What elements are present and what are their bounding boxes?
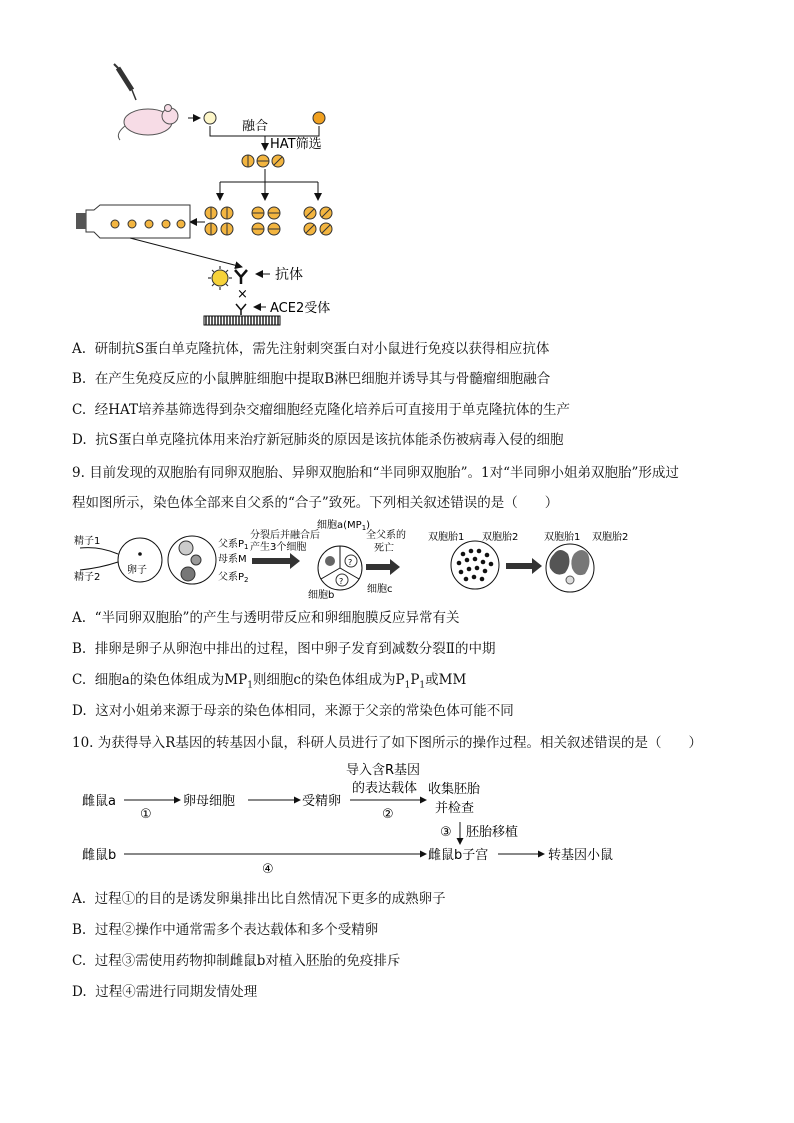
check-label: 并检查 (435, 801, 475, 816)
p2-label: 父系$P_2$ (218, 572, 249, 584)
q10-option-b[interactable] (72, 921, 378, 939)
option-text: 过程③需使用药物抑制雌鼠b对植入胚胎的免疫排斥 (94, 953, 401, 969)
transgenic-mouse-label: 转基因小鼠 (548, 848, 614, 863)
sperm-icon (80, 562, 118, 570)
mouse-icon (118, 105, 178, 141)
twin1-label: 双胞胎1 (544, 532, 581, 543)
process-arrow (506, 558, 542, 574)
morula-icon (451, 541, 499, 589)
zygote-label: 受精卵 (302, 794, 342, 809)
female-mouse-a-label: 雌鼠a (82, 794, 116, 809)
culture-flask-icon (76, 205, 190, 238)
question-number: 10. (72, 735, 94, 751)
option-letter: B. (72, 371, 87, 387)
option-text: 排卵是卵子从卵泡中排出的过程，图中卵子发育到减数分裂Ⅱ的中期 (94, 641, 496, 657)
option-text: 过程①的目的是诱发卵巢排出比自然情况下更多的成熟卵子 (94, 891, 446, 907)
fusion-label: 融合 (242, 119, 269, 134)
option-letter: D. (72, 984, 87, 1000)
twin2-label: 双胞胎2 (592, 532, 629, 543)
antibody-label: 抗体 (275, 267, 303, 283)
q10-stem (72, 734, 702, 752)
sperm-icon (80, 548, 118, 554)
ace2-receptor-icon (236, 304, 246, 315)
all-paternal-label: 全父系的 (366, 530, 406, 541)
question-text: 目前发现的双胞胎有同卵双胞胎、异卵双胞胎和“半同卵双胞胎”。1对“半同卵小姐弟双胞胎”形成过 (89, 465, 679, 481)
question-text: 为获得导入R基因的转基因小鼠，科研人员进行了如下图所示的操作过程。相关叙述错误的是（ ） (97, 735, 702, 751)
cell-membrane (204, 316, 280, 325)
embryo-transfer-label: 胚胎移植 (466, 825, 519, 840)
option-letter: A. (72, 891, 87, 907)
q8-option-b[interactable] (72, 370, 550, 388)
cell-a-label: 细胞$a(MP_1)$ (317, 520, 371, 532)
option-text: 这对小姐弟来源于母亲的染色体相同，来源于父亲的常染色体可能不同 (95, 703, 514, 719)
twin1-label: 双胞胎1 (428, 532, 465, 543)
egg-label: 卵子 (127, 565, 147, 576)
option-text: “半同卵双胞胎”的产生与透明带反应和卵细胞膜反应异常有关 (94, 610, 460, 626)
hat-label: HAT筛选 (270, 137, 322, 152)
option-text: 研制抗S蛋白单克隆抗体，需先注射刺突蛋白对小鼠进行免疫以获得相应抗体 (94, 341, 550, 357)
q9-stem-line1 (72, 464, 679, 482)
vector-label-1: 导入含R基因 (346, 763, 421, 778)
unknown-mark: ? (348, 558, 353, 567)
question-number: 9. (72, 465, 85, 481)
q9-stem-line2 (72, 494, 558, 512)
step-1-label: ① (140, 807, 152, 822)
cell-c-label: 细胞c (367, 584, 393, 595)
option-letter: D. (72, 703, 87, 719)
option-letter: C. (72, 402, 87, 418)
option-text: 经HAT培养基筛选得到杂交瘤细胞经克隆化培养后可直接用于单克隆抗体的生产 (94, 402, 571, 418)
oocyte-label: 卵母细胞 (183, 794, 236, 809)
myeloma-cell-icon (313, 112, 325, 124)
fertilized-egg-icon (168, 536, 216, 584)
m-label: 母系M (218, 554, 247, 565)
q8-option-a[interactable] (72, 340, 549, 358)
fused-cells (242, 155, 284, 167)
sperm2-label: 精子2 (74, 572, 101, 583)
twin2-label: 双胞胎2 (482, 532, 519, 543)
ace2-label: ACE2受体 (270, 301, 331, 316)
collect-embryo-label: 收集胚胎 (428, 782, 481, 797)
unknown-mark: ? (339, 577, 344, 586)
q9-option-d[interactable] (72, 702, 514, 720)
option-letter: A. (72, 610, 87, 626)
option-text: 过程②操作中通常需多个表达载体和多个受精卵 (94, 922, 379, 938)
q10-option-d[interactable] (72, 983, 257, 1001)
option-letter: B. (72, 641, 87, 657)
question-text: 程如图所示，染色体全部来自父系的“合子”致死。下列相关叙述错误的是（ ） (72, 495, 559, 511)
q10-option-a[interactable] (72, 890, 446, 908)
p1-label: 父系$P_1$ (218, 539, 249, 551)
antibody-icon (235, 270, 247, 284)
cell-group-2 (252, 207, 280, 235)
sperm1-label: 精子1 (74, 536, 101, 547)
cell-group-3 (304, 207, 332, 235)
transgenic-mouse-flowchart (80, 758, 640, 878)
q10-option-c[interactable] (72, 952, 400, 970)
process-arrow (252, 553, 300, 569)
option-text: 过程④需进行同期发情处理 (95, 984, 258, 1000)
uterus-label: 雌鼠b子宫 (428, 848, 489, 863)
q8-option-d[interactable] (72, 431, 563, 449)
death-label: 死亡 (374, 543, 394, 554)
option-letter: D. (72, 432, 87, 448)
vector-label-2: 的表达载体 (352, 781, 418, 796)
option-letter: A. (72, 341, 87, 357)
option-letter: C. (72, 953, 87, 969)
step-3-label: ③ (440, 825, 452, 840)
option-letter: B. (72, 922, 87, 938)
cell-group-1 (205, 207, 233, 235)
q9-option-a[interactable] (72, 609, 459, 627)
split-label-2: 产生3个细胞 (250, 542, 307, 553)
option-text: 在产生免疫反应的小鼠脾脏细胞中提取B淋巴细胞并诱导其与骨髓瘤细胞融合 (94, 371, 551, 387)
option-text: 抗S蛋白单克隆抗体用来治疗新冠肺炎的原因是该抗体能杀伤被病毒入侵的细胞 (95, 432, 564, 448)
female-mouse-b-label: 雌鼠b (82, 848, 117, 863)
virus-icon (208, 266, 232, 290)
twin-formation-diagram (70, 518, 720, 600)
cell-b-label: 细胞b (308, 590, 335, 600)
q8-option-c[interactable] (72, 401, 570, 419)
q9-option-c[interactable] (72, 671, 466, 695)
q9-option-b[interactable] (72, 640, 496, 658)
option-text: 细胞a的染色体组成为$MP_1$则细胞c的染色体组成为$P_1P_1$或MM (94, 672, 467, 691)
b-cell-icon (204, 112, 216, 124)
step-2-label: ② (382, 807, 394, 822)
option-letter: C. (72, 672, 87, 688)
twin-embryo-icon (546, 544, 594, 592)
monoclonal-antibody-diagram (70, 60, 370, 330)
step-4-label: ④ (262, 862, 274, 877)
syringe-icon (114, 64, 136, 100)
process-arrow (366, 559, 400, 575)
block-mark: × (237, 287, 248, 302)
split-label: 分裂后并融合后 (250, 530, 320, 541)
